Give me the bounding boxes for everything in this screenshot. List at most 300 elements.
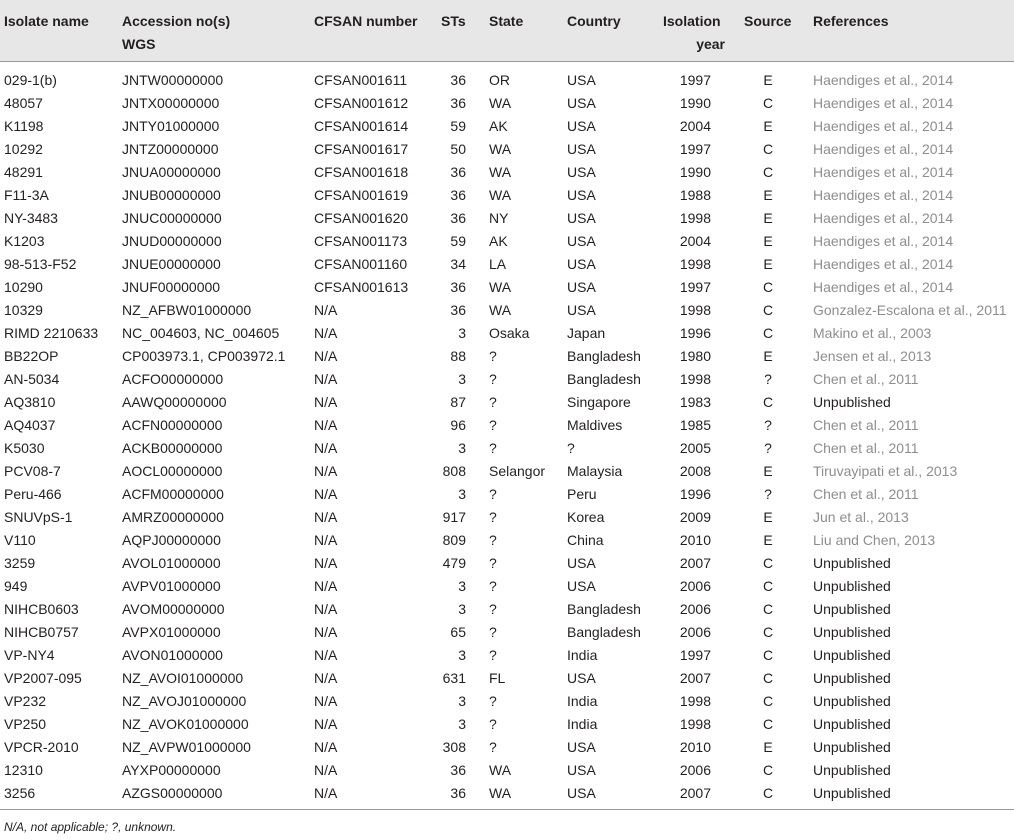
cell-isolation-year: 2006 bbox=[679, 762, 711, 778]
cell-reference: Unpublished bbox=[813, 394, 891, 410]
cell-isolate-name: PCV08-7 bbox=[4, 463, 61, 479]
header-accession bbox=[122, 10, 230, 56]
table-row bbox=[0, 207, 1014, 230]
cell-country: USA bbox=[567, 72, 596, 88]
cell-state: ? bbox=[489, 624, 497, 640]
cell-isolate-name: 10292 bbox=[4, 141, 43, 157]
table-row bbox=[0, 253, 1014, 276]
table-row bbox=[0, 552, 1014, 575]
cell-state: Selangor bbox=[489, 463, 546, 479]
cell-accession: NZ_AVOJ01000000 bbox=[122, 693, 247, 709]
cell-reference[interactable]: Haendiges et al., 2014 bbox=[813, 141, 954, 157]
cell-source: E bbox=[763, 118, 773, 134]
cell-accession: CP003973.1, CP003972.1 bbox=[122, 348, 286, 364]
cell-source: C bbox=[762, 647, 774, 663]
cell-isolate-name: VP-NY4 bbox=[4, 647, 55, 663]
cell-country: Bangladesh bbox=[567, 601, 641, 617]
cell-accession: NZ_AVOK01000000 bbox=[122, 716, 249, 732]
table-row bbox=[0, 713, 1014, 736]
cell-st: 3 bbox=[458, 325, 466, 341]
cell-country: USA bbox=[567, 670, 596, 686]
header-year-line2: year bbox=[696, 36, 725, 52]
header-bottom-rule bbox=[0, 61, 1014, 62]
cell-accession: JNTZ00000000 bbox=[122, 141, 219, 157]
cell-country: Singapore bbox=[567, 394, 631, 410]
cell-st: 36 bbox=[450, 785, 466, 801]
cell-state: WA bbox=[489, 95, 512, 111]
cell-reference: Unpublished bbox=[813, 555, 891, 571]
cell-st: 3 bbox=[458, 371, 466, 387]
cell-isolation-year: 1990 bbox=[679, 164, 711, 180]
cell-st: 36 bbox=[450, 210, 466, 226]
table-body bbox=[0, 69, 1014, 805]
cell-reference[interactable]: Jensen et al., 2013 bbox=[813, 348, 932, 364]
cell-accession: JNUF00000000 bbox=[122, 279, 221, 295]
cell-state: OR bbox=[489, 72, 510, 88]
table-row bbox=[0, 299, 1014, 322]
cell-country: USA bbox=[567, 118, 596, 134]
table-row bbox=[0, 759, 1014, 782]
cell-country: USA bbox=[567, 233, 596, 249]
cell-state: WA bbox=[489, 141, 512, 157]
cell-accession: ACKB00000000 bbox=[122, 440, 223, 456]
cell-st: 36 bbox=[450, 187, 466, 203]
cell-country: China bbox=[567, 532, 604, 548]
cell-cfsan-number: CFSAN001618 bbox=[314, 164, 409, 180]
cell-reference[interactable]: Haendiges et al., 2014 bbox=[813, 95, 954, 111]
cell-accession: JNUE00000000 bbox=[122, 256, 221, 272]
cell-cfsan-number: N/A bbox=[314, 762, 338, 778]
cell-state: ? bbox=[489, 693, 497, 709]
cell-reference: Unpublished bbox=[813, 693, 891, 709]
cell-source: C bbox=[762, 670, 774, 686]
cell-country: USA bbox=[567, 164, 596, 180]
cell-accession: NC_004603, NC_004605 bbox=[122, 325, 280, 341]
cell-country: Peru bbox=[567, 486, 597, 502]
cell-cfsan-number: N/A bbox=[314, 463, 338, 479]
cell-reference[interactable]: Haendiges et al., 2014 bbox=[813, 118, 954, 134]
cell-cfsan-number: N/A bbox=[314, 348, 338, 364]
table-row bbox=[0, 621, 1014, 644]
cell-accession: AZGS00000000 bbox=[122, 785, 223, 801]
cell-isolate-name: K1198 bbox=[4, 118, 44, 134]
header-references: References bbox=[813, 13, 889, 29]
cell-st: 3 bbox=[458, 601, 466, 617]
cell-isolate-name: V110 bbox=[4, 532, 36, 548]
cell-state: WA bbox=[489, 762, 512, 778]
cell-cfsan-number: N/A bbox=[314, 716, 338, 732]
cell-isolate-name: SNUVpS-1 bbox=[4, 509, 73, 525]
cell-source: E bbox=[763, 210, 773, 226]
cell-source: C bbox=[762, 325, 774, 341]
cell-reference: Unpublished bbox=[813, 624, 891, 640]
cell-country: Bangladesh bbox=[567, 371, 641, 387]
table-row bbox=[0, 368, 1014, 391]
cell-st: 65 bbox=[450, 624, 466, 640]
cell-reference[interactable]: Chen et al., 2011 bbox=[813, 371, 919, 387]
cell-state: ? bbox=[489, 716, 497, 732]
cell-isolate-name: 12310 bbox=[4, 762, 43, 778]
cell-cfsan-number: N/A bbox=[314, 371, 338, 387]
cell-state: ? bbox=[489, 417, 497, 433]
cell-cfsan-number: N/A bbox=[314, 647, 338, 663]
cell-isolation-year: 1998 bbox=[679, 371, 711, 387]
cell-isolate-name: 10290 bbox=[4, 279, 43, 295]
cell-country: USA bbox=[567, 578, 596, 594]
header-accession-line2: WGS bbox=[122, 36, 156, 52]
cell-cfsan-number: N/A bbox=[314, 693, 338, 709]
cell-country: India bbox=[567, 647, 598, 663]
cell-st: 36 bbox=[450, 762, 466, 778]
cell-st: 50 bbox=[450, 141, 466, 157]
cell-source: C bbox=[762, 785, 774, 801]
header-accession-line1: Accession no(s) bbox=[122, 13, 231, 29]
table-row bbox=[0, 138, 1014, 161]
cell-isolation-year: 1998 bbox=[679, 256, 711, 272]
cell-reference[interactable]: Liu and Chen, 2013 bbox=[813, 532, 936, 548]
cell-source: C bbox=[762, 624, 774, 640]
table-row bbox=[0, 276, 1014, 299]
table-row bbox=[0, 115, 1014, 138]
table-bottom-rule bbox=[0, 809, 1014, 810]
cell-cfsan-number: N/A bbox=[314, 417, 338, 433]
cell-isolation-year: 2006 bbox=[679, 624, 711, 640]
cell-st: 3 bbox=[458, 578, 466, 594]
cell-st: 3 bbox=[458, 693, 466, 709]
cell-country: Japan bbox=[567, 325, 606, 341]
header-cfsan-number: CFSAN number bbox=[314, 13, 418, 29]
table-row bbox=[0, 161, 1014, 184]
cell-source: C bbox=[762, 141, 774, 157]
cell-isolation-year: 2009 bbox=[679, 509, 711, 525]
cell-reference[interactable]: Haendiges et al., 2014 bbox=[813, 164, 954, 180]
cell-accession: AVPX01000000 bbox=[122, 624, 221, 640]
cell-source: C bbox=[762, 555, 774, 571]
cell-source: ? bbox=[764, 486, 772, 502]
cell-accession: JNTY01000000 bbox=[122, 118, 220, 134]
cell-isolate-name: 029-1(b) bbox=[4, 72, 57, 88]
cell-reference[interactable]: Haendiges et al., 2014 bbox=[813, 72, 954, 88]
cell-state: ? bbox=[489, 532, 497, 548]
cell-state: WA bbox=[489, 302, 512, 318]
cell-accession: JNTW00000000 bbox=[122, 72, 224, 88]
cell-reference: Unpublished bbox=[813, 647, 891, 663]
cell-isolation-year: 2004 bbox=[679, 118, 711, 134]
cell-source: E bbox=[763, 509, 773, 525]
cell-reference: Unpublished bbox=[813, 601, 891, 617]
cell-state: AK bbox=[489, 233, 508, 249]
cell-isolation-year: 1998 bbox=[679, 210, 711, 226]
cell-state: NY bbox=[489, 210, 509, 226]
cell-state: ? bbox=[489, 486, 497, 502]
cell-isolate-name: VP250 bbox=[4, 716, 47, 732]
cell-isolation-year: 1998 bbox=[679, 302, 711, 318]
cell-state: WA bbox=[489, 187, 512, 203]
cell-accession: NZ_AVPW01000000 bbox=[122, 739, 251, 755]
cell-isolate-name: AQ4037 bbox=[4, 417, 56, 433]
cell-source: C bbox=[762, 716, 774, 732]
table-row bbox=[0, 322, 1014, 345]
cell-accession: AVOL01000000 bbox=[122, 555, 221, 571]
cell-source: E bbox=[763, 233, 773, 249]
table-row bbox=[0, 598, 1014, 621]
cell-accession: AOCL00000000 bbox=[122, 463, 223, 479]
cell-isolation-year: 1996 bbox=[679, 486, 711, 502]
cell-reference: Unpublished bbox=[813, 716, 891, 732]
table-row bbox=[0, 644, 1014, 667]
cell-country: USA bbox=[567, 141, 596, 157]
table-row bbox=[0, 575, 1014, 598]
cell-country: USA bbox=[567, 210, 596, 226]
cell-cfsan-number: N/A bbox=[314, 785, 338, 801]
cell-country: Maldives bbox=[567, 417, 623, 433]
cell-isolation-year: 2010 bbox=[679, 739, 711, 755]
cell-st: 479 bbox=[442, 555, 466, 571]
cell-cfsan-number: N/A bbox=[314, 601, 338, 617]
cell-reference[interactable]: Tiruvayipati et al., 2013 bbox=[813, 463, 958, 479]
cell-source: C bbox=[762, 394, 774, 410]
cell-accession: JNUA00000000 bbox=[122, 164, 221, 180]
cell-cfsan-number: N/A bbox=[314, 578, 338, 594]
cell-accession: NZ_AVOI01000000 bbox=[122, 670, 244, 686]
header-state: State bbox=[489, 13, 524, 29]
cell-country: India bbox=[567, 716, 598, 732]
cell-st: 96 bbox=[450, 417, 466, 433]
cell-isolation-year: 1997 bbox=[679, 279, 711, 295]
cell-isolation-year: 1997 bbox=[679, 72, 711, 88]
cell-country: USA bbox=[567, 256, 596, 272]
cell-isolate-name: VP2007-095 bbox=[4, 670, 82, 686]
cell-st: 36 bbox=[450, 279, 466, 295]
cell-accession: JNTX00000000 bbox=[122, 95, 220, 111]
header-year-line1: Isolation bbox=[663, 13, 721, 29]
cell-source: C bbox=[762, 693, 774, 709]
cell-reference[interactable]: Haendiges et al., 2014 bbox=[813, 187, 954, 203]
cell-isolate-name: VPCR-2010 bbox=[4, 739, 79, 755]
cell-reference[interactable]: Chen et al., 2011 bbox=[813, 417, 919, 433]
cell-cfsan-number: N/A bbox=[314, 670, 338, 686]
cell-reference[interactable]: Haendiges et al., 2014 bbox=[813, 233, 954, 249]
cell-cfsan-number: CFSAN001173 bbox=[314, 233, 408, 249]
cell-isolate-name: AN-5034 bbox=[4, 371, 60, 387]
table-row bbox=[0, 782, 1014, 805]
cell-cfsan-number: CFSAN001612 bbox=[314, 95, 409, 111]
header-country: Country bbox=[567, 13, 621, 29]
cell-source: E bbox=[763, 72, 773, 88]
cell-state: AK bbox=[489, 118, 508, 134]
table-row bbox=[0, 736, 1014, 759]
cell-st: 308 bbox=[442, 739, 466, 755]
cell-isolate-name: 10329 bbox=[4, 302, 43, 318]
cell-country: India bbox=[567, 693, 598, 709]
table-row bbox=[0, 506, 1014, 529]
cell-reference: Unpublished bbox=[813, 670, 891, 686]
table-row bbox=[0, 69, 1014, 92]
cell-reference[interactable]: Jun et al., 2013 bbox=[813, 509, 909, 525]
cell-isolation-year: 2004 bbox=[679, 233, 711, 249]
cell-cfsan-number: N/A bbox=[314, 739, 338, 755]
cell-reference[interactable]: Haendiges et al., 2014 bbox=[813, 279, 954, 295]
cell-state: ? bbox=[489, 555, 497, 571]
cell-isolation-year: 1988 bbox=[679, 187, 711, 203]
cell-reference[interactable]: Chen et al., 2011 bbox=[813, 486, 919, 502]
cell-isolation-year: 1998 bbox=[679, 716, 711, 732]
cell-accession: JNUB00000000 bbox=[122, 187, 221, 203]
cell-reference: Unpublished bbox=[813, 762, 891, 778]
cell-isolation-year: 1990 bbox=[679, 95, 711, 111]
cell-isolate-name: 3259 bbox=[4, 555, 36, 571]
cell-source: ? bbox=[764, 417, 772, 433]
cell-cfsan-number: CFSAN001617 bbox=[314, 141, 409, 157]
cell-source: E bbox=[763, 256, 773, 272]
cell-cfsan-number: N/A bbox=[314, 532, 338, 548]
cell-isolation-year: 1980 bbox=[679, 348, 711, 364]
cell-accession: NZ_AFBW01000000 bbox=[122, 302, 252, 318]
table-row bbox=[0, 391, 1014, 414]
table-row bbox=[0, 92, 1014, 115]
cell-isolate-name: RIMD 2210633 bbox=[4, 325, 99, 341]
cell-state: WA bbox=[489, 164, 512, 180]
cell-st: 809 bbox=[442, 532, 466, 548]
cell-state: Osaka bbox=[489, 325, 530, 341]
cell-reference[interactable]: Haendiges et al., 2014 bbox=[813, 256, 954, 272]
cell-source: C bbox=[762, 95, 774, 111]
table-footnote: N/A, not applicable; ?, unknown. bbox=[4, 820, 177, 834]
cell-isolation-year: 2005 bbox=[679, 440, 711, 456]
cell-state: ? bbox=[489, 348, 497, 364]
cell-country: Malaysia bbox=[567, 463, 623, 479]
cell-country: USA bbox=[567, 739, 596, 755]
header-isolation-year bbox=[663, 10, 725, 56]
header-source: Source bbox=[744, 13, 792, 29]
cell-st: 34 bbox=[450, 256, 466, 272]
cell-country: Bangladesh bbox=[567, 348, 641, 364]
cell-source: C bbox=[762, 601, 774, 617]
cell-cfsan-number: N/A bbox=[314, 302, 338, 318]
cell-reference[interactable]: Gonzalez-Escalona et al., 2011 bbox=[813, 302, 1007, 318]
cell-st: 36 bbox=[450, 72, 466, 88]
cell-st: 3 bbox=[458, 440, 466, 456]
cell-isolation-year: 2006 bbox=[679, 578, 711, 594]
cell-cfsan-number: CFSAN001611 bbox=[314, 72, 408, 88]
cell-country: USA bbox=[567, 279, 596, 295]
cell-st: 3 bbox=[458, 486, 466, 502]
cell-cfsan-number: N/A bbox=[314, 624, 338, 640]
cell-cfsan-number: N/A bbox=[314, 509, 338, 525]
cell-isolate-name: 949 bbox=[4, 578, 28, 594]
table-row bbox=[0, 437, 1014, 460]
cell-state: LA bbox=[489, 256, 507, 272]
cell-cfsan-number: CFSAN001160 bbox=[314, 256, 408, 272]
cell-cfsan-number: CFSAN001619 bbox=[314, 187, 409, 203]
cell-cfsan-number: N/A bbox=[314, 440, 338, 456]
cell-isolate-name: AQ3810 bbox=[4, 394, 56, 410]
cell-country: USA bbox=[567, 785, 596, 801]
cell-source: E bbox=[763, 187, 773, 203]
cell-state: ? bbox=[489, 394, 497, 410]
cell-source: C bbox=[762, 302, 774, 318]
cell-source: C bbox=[762, 578, 774, 594]
cell-state: ? bbox=[489, 371, 497, 387]
cell-source: ? bbox=[764, 440, 772, 456]
cell-isolate-name: VP232 bbox=[4, 693, 47, 709]
cell-isolation-year: 2010 bbox=[679, 532, 711, 548]
cell-source: ? bbox=[764, 371, 772, 387]
cell-source: E bbox=[763, 532, 773, 548]
cell-cfsan-number: N/A bbox=[314, 394, 338, 410]
cell-isolation-year: 1985 bbox=[679, 417, 711, 433]
cell-reference: Unpublished bbox=[813, 578, 891, 594]
cell-country: USA bbox=[567, 555, 596, 571]
cell-accession: ACFM00000000 bbox=[122, 486, 224, 502]
cell-source: E bbox=[763, 739, 773, 755]
cell-isolation-year: 1998 bbox=[679, 693, 711, 709]
cell-isolate-name: 3256 bbox=[4, 785, 36, 801]
table-row bbox=[0, 414, 1014, 437]
cell-st: 36 bbox=[450, 164, 466, 180]
cell-country: ? bbox=[567, 440, 575, 456]
cell-accession: ACFN00000000 bbox=[122, 417, 223, 433]
cell-country: Korea bbox=[567, 509, 605, 525]
cell-state: FL bbox=[489, 670, 506, 686]
cell-reference[interactable]: Chen et al., 2011 bbox=[813, 440, 919, 456]
cell-state: ? bbox=[489, 578, 497, 594]
cell-reference[interactable]: Haendiges et al., 2014 bbox=[813, 210, 954, 226]
cell-st: 36 bbox=[450, 95, 466, 111]
cell-accession: AAWQ00000000 bbox=[122, 394, 227, 410]
cell-st: 3 bbox=[458, 716, 466, 732]
cell-isolate-name: K1203 bbox=[4, 233, 45, 249]
cell-country: Bangladesh bbox=[567, 624, 641, 640]
cell-isolate-name: BB22OP bbox=[4, 348, 59, 364]
cell-source: C bbox=[762, 762, 774, 778]
cell-reference[interactable]: Makino et al., 2003 bbox=[813, 325, 932, 341]
cell-country: USA bbox=[567, 95, 596, 111]
cell-accession: AVON01000000 bbox=[122, 647, 223, 663]
cell-reference: Unpublished bbox=[813, 785, 891, 801]
cell-cfsan-number: CFSAN001614 bbox=[314, 118, 409, 134]
cell-state: WA bbox=[489, 785, 512, 801]
table-row bbox=[0, 184, 1014, 207]
cell-accession: ACFO00000000 bbox=[122, 371, 224, 387]
cell-isolation-year: 1983 bbox=[679, 394, 711, 410]
table-header bbox=[0, 0, 1014, 62]
cell-isolation-year: 1997 bbox=[679, 647, 711, 663]
table-row bbox=[0, 345, 1014, 368]
table-row bbox=[0, 460, 1014, 483]
cell-source: E bbox=[763, 348, 773, 364]
cell-cfsan-number: CFSAN001620 bbox=[314, 210, 409, 226]
cell-isolate-name: Peru-466 bbox=[4, 486, 62, 502]
header-isolate-name: Isolate name bbox=[4, 13, 89, 29]
cell-state: WA bbox=[489, 279, 512, 295]
cell-st: 59 bbox=[450, 118, 466, 134]
cell-reference: Unpublished bbox=[813, 739, 891, 755]
cell-accession: AYXP00000000 bbox=[122, 762, 221, 778]
cell-country: USA bbox=[567, 302, 596, 318]
cell-accession: AQPJ00000000 bbox=[122, 532, 221, 548]
cell-st: 808 bbox=[442, 463, 466, 479]
cell-isolate-name: 48291 bbox=[4, 164, 43, 180]
cell-st: 88 bbox=[450, 348, 466, 364]
cell-isolation-year: 1996 bbox=[679, 325, 711, 341]
cell-isolation-year: 1997 bbox=[679, 141, 711, 157]
cell-st: 36 bbox=[450, 302, 466, 318]
header-sts: STs bbox=[441, 13, 466, 29]
table-row bbox=[0, 230, 1014, 253]
cell-isolate-name: NIHCB0757 bbox=[4, 624, 79, 640]
cell-isolate-name: 98-513-F52 bbox=[4, 256, 77, 272]
